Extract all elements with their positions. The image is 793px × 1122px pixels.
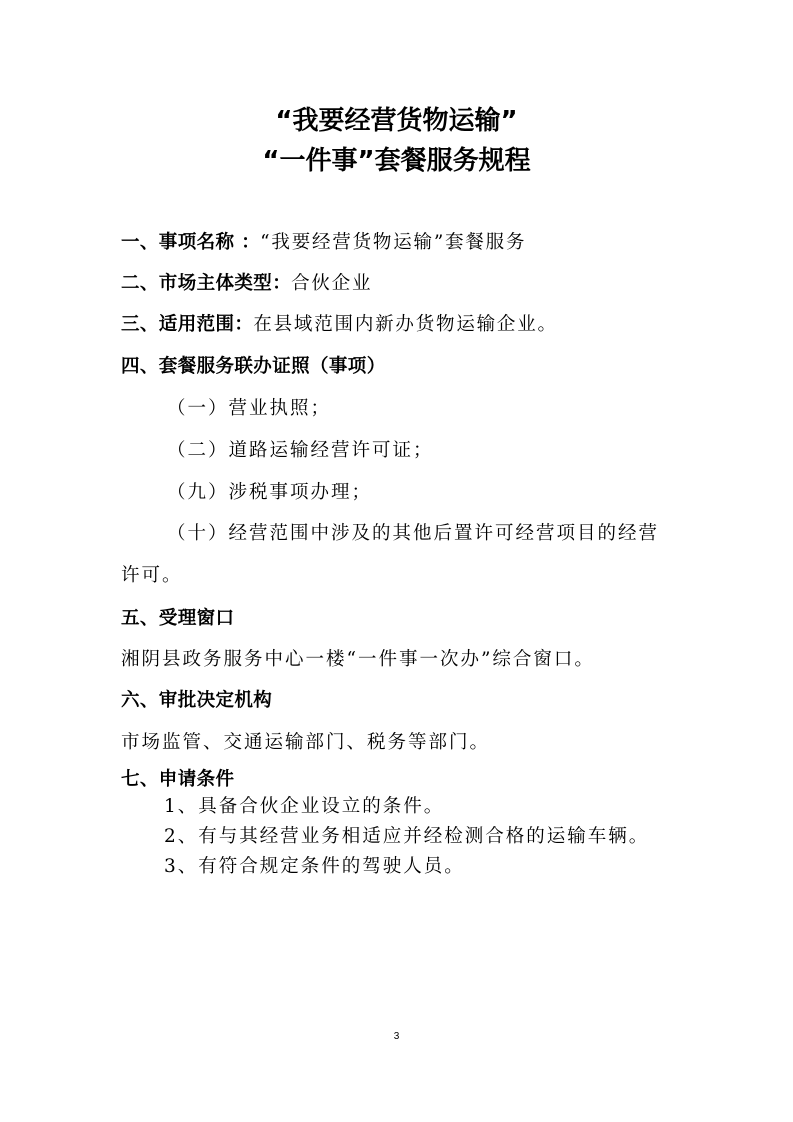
section-heading-authority: 六、审批决定机构	[121, 690, 273, 711]
list-item: 1、具备合伙企业设立的条件。	[164, 796, 445, 817]
list-item: （一）营业执照；	[167, 398, 332, 419]
section-entity-type	[121, 271, 372, 297]
document-title-line-2: “一件事”套餐服务规程	[262, 146, 531, 176]
section-text-authority: 市场监管、交通运输部门、税务等部门。	[121, 732, 491, 753]
list-item-continuation: 许可。	[121, 565, 183, 586]
list-item: （十）经营范围中涉及的其他后置许可经营项目的经营	[167, 523, 660, 544]
section-heading: 三、适用范围：	[121, 314, 254, 335]
section-value: 合伙企业	[291, 273, 373, 294]
section-scope	[121, 312, 558, 338]
section-heading: 一、事项名称 ：	[121, 232, 261, 253]
page-number: 3	[393, 1031, 400, 1042]
section-text-window: 湘阴县政务服务中心一楼“一件事一次办”综合窗口。	[121, 649, 595, 670]
document-title-line-1: “我要经营货物运输”	[275, 106, 518, 136]
section-value: 在县域范围内新办货物运输企业。	[253, 314, 558, 335]
section-heading-window: 五、受理窗口	[121, 608, 235, 629]
list-item: （二）道路运输经营许可证；	[167, 440, 434, 461]
section-value: “我要经营货物运输”套餐服务	[260, 232, 527, 253]
section-heading-conditions: 七、申请条件	[121, 769, 235, 790]
list-item: （九）涉税事项办理；	[167, 482, 373, 503]
section-item-name	[121, 230, 526, 256]
section-heading-licenses: 四、套餐服务联办证照（事项）	[121, 356, 386, 377]
list-item: 2、有与其经营业务相适应并经检测合格的运输车辆。	[164, 826, 650, 847]
section-heading: 二、市场主体类型：	[121, 273, 292, 294]
list-item: 3、有符合规定条件的驾驶人员。	[164, 856, 465, 877]
